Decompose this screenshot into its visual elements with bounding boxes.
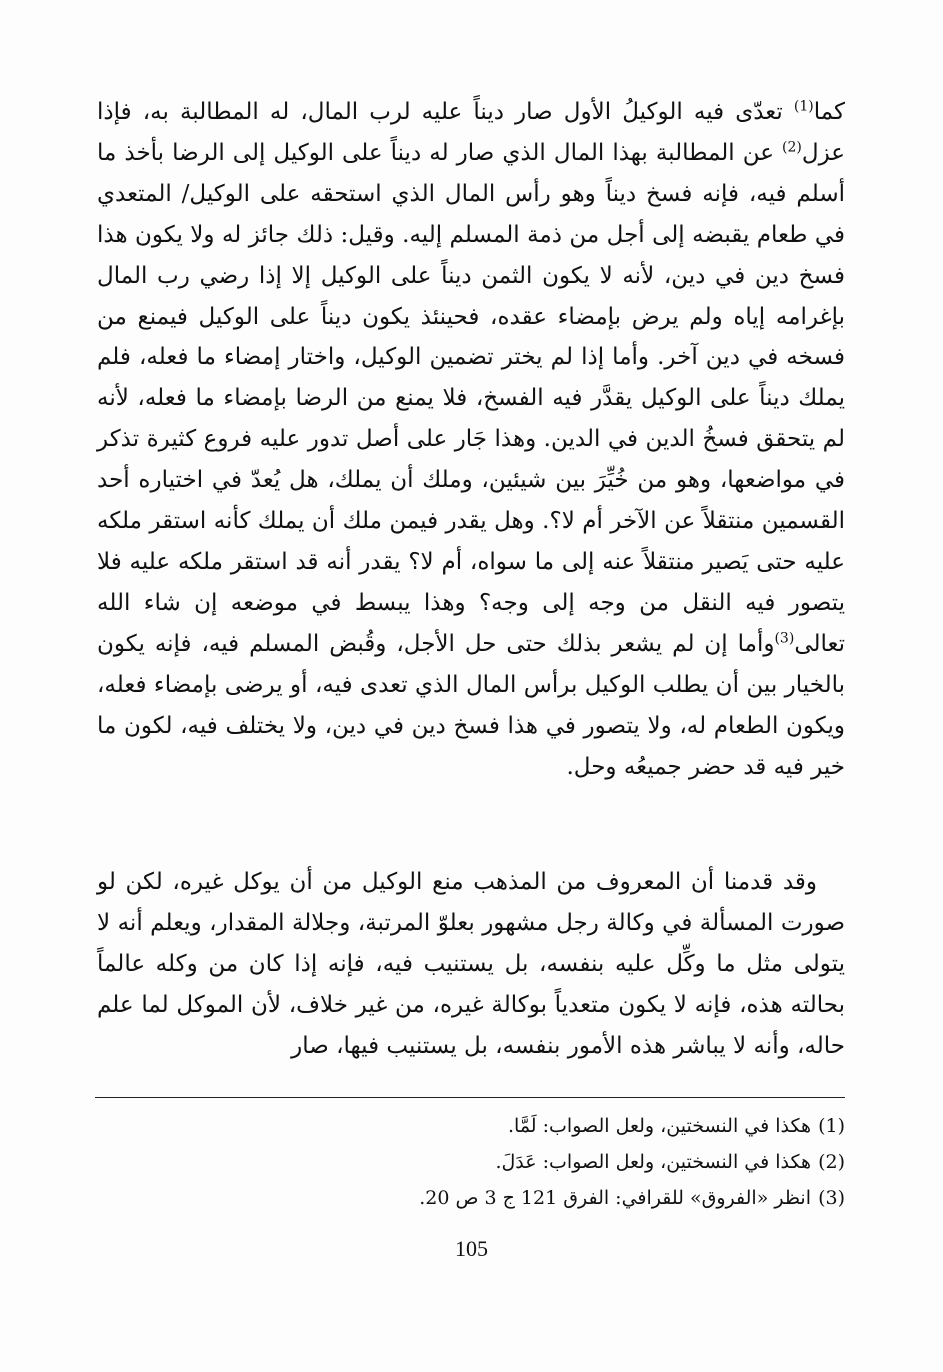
footnote-text: هكذا في النسختين، ولعل الصواب: عَدَلَ. [495,1151,811,1173]
paragraph-2: وقد قدمنا أن المعروف من المذهب منع الوكيل من أن يوكل غيره، لكن لو صورت المسألة في وكالة رجل مشهور بعلوّ المرتبة، وجلالة المقدار، ويعلم أنه لا يتولى مثل ما وكِّل عليه بنفسه، بل يستنيب فيه، فإنه إذا كان من وكله عالماً بحالته هذه، فإنه لا يكون متعدياً بوكالة غيره، من غير خلاف، لأن الموكل لما علم حاله، وأنه لا يباشر هذه الأمور بنفسه، بل يستنيب فيها، صار [97,869,845,1059]
main-text-paragraph-2 [97,862,845,1067]
footnote-number: (3) [818,1187,845,1209]
footnote-separator [95,1097,845,1098]
footnote-number: (1) [818,1115,845,1137]
paragraph-1-part-2: تعدّى فيه الوكيلُ الأول صار ديناً عليه لرب المال، له المطالبة به، فإذا عزل [97,99,845,166]
footnote-number: (2) [818,1151,845,1173]
footnote-ref-3: (3) [774,630,795,647]
main-text-paragraph-1 [97,92,845,787]
footnote-text: انظر «الفروق» للقرافي: الفرق 121 ج 3 ص 20. [419,1187,811,1209]
paragraph-1-part-4: وأما إن لم يشعر بذلك حتى حل الأجل، وقُبض المسلم فيه، فإنه يكون بالخيار بين أن يطلب الوكيل برأس المال الذي تعدى فيه، أو يرضى بإمضاء فعله، ويكون الطعام له، ولا يتصور في هذا فسخ دين في دين، ولا يختلف فيه، لكون ما خير فيه قد حضر جميعُه وحل. [97,630,845,780]
footnote-text: هكذا في النسختين، ولعل الصواب: لَمَّا. [507,1115,811,1137]
paragraph-1-part-3: عن المطالبة بهذا المال الذي صار له ديناً على الوكيل إلى الرضا بأخذ ما أسلم فيه، فإنه فسخ ديناً وهو رأس المال الذي استحقه على الوكيل/ المتعدي في طعام يقبضه إلى أجل من ذمة المسلم إليه. وقيل: ذلك جائز له ولا يكون هذا فسخ دين في دين، لأنه لا يكون الثمن ديناً على الوكيل إلا إذا رضي رب المال بإغرامه إياه ولم يرض بإمضاء عقده، فحينئذ يكون ديناً على الوكيل فيمنع من فسخه في دين آخر. وأما إذا لم يختر تضمين الوكيل، واختار إمضاء ما فعله، فلم يملك ديناً على الوكيل يقدَّر فيه الفسخ، فلا يمنع من الرضا بإمضاء ما فعله، لأنه لم يتحقق فسخُ الدين في الدين. وهذا جَار على أصل تدور عليه فروع كثيرة تذكر في مواضعها، وهو من خُيِّرَ بين شيئين، وملك أن يملك، هل يُعدّ في اختياره أحد القسمين منتقلاً عن الآخر أم لا؟. وهل يقدر فيمن ملك أن يملك كأنه استقر ملكه عليه حتى يَصير منتقلاً عنه إلى ما سواه، أم لا؟ يقدر أنه قد استقر ملكه عليه فلا يتصور فيه النقل من وجه إلى وجه؟ وهذا يبسط في موضعه إن شاء الله تعالى [97,139,845,657]
footnotes [97,1108,845,1216]
footnote-1 [97,1108,845,1144]
paragraph-1-part-1: كما [813,99,845,125]
footnote-3 [97,1180,845,1216]
footnote-2 [97,1144,845,1180]
paragraph-1 [97,92,845,787]
footnote-ref-2: (2) [782,139,802,156]
page-number: 105 [455,1236,488,1261]
footnote-ref-1: (1) [793,98,814,115]
